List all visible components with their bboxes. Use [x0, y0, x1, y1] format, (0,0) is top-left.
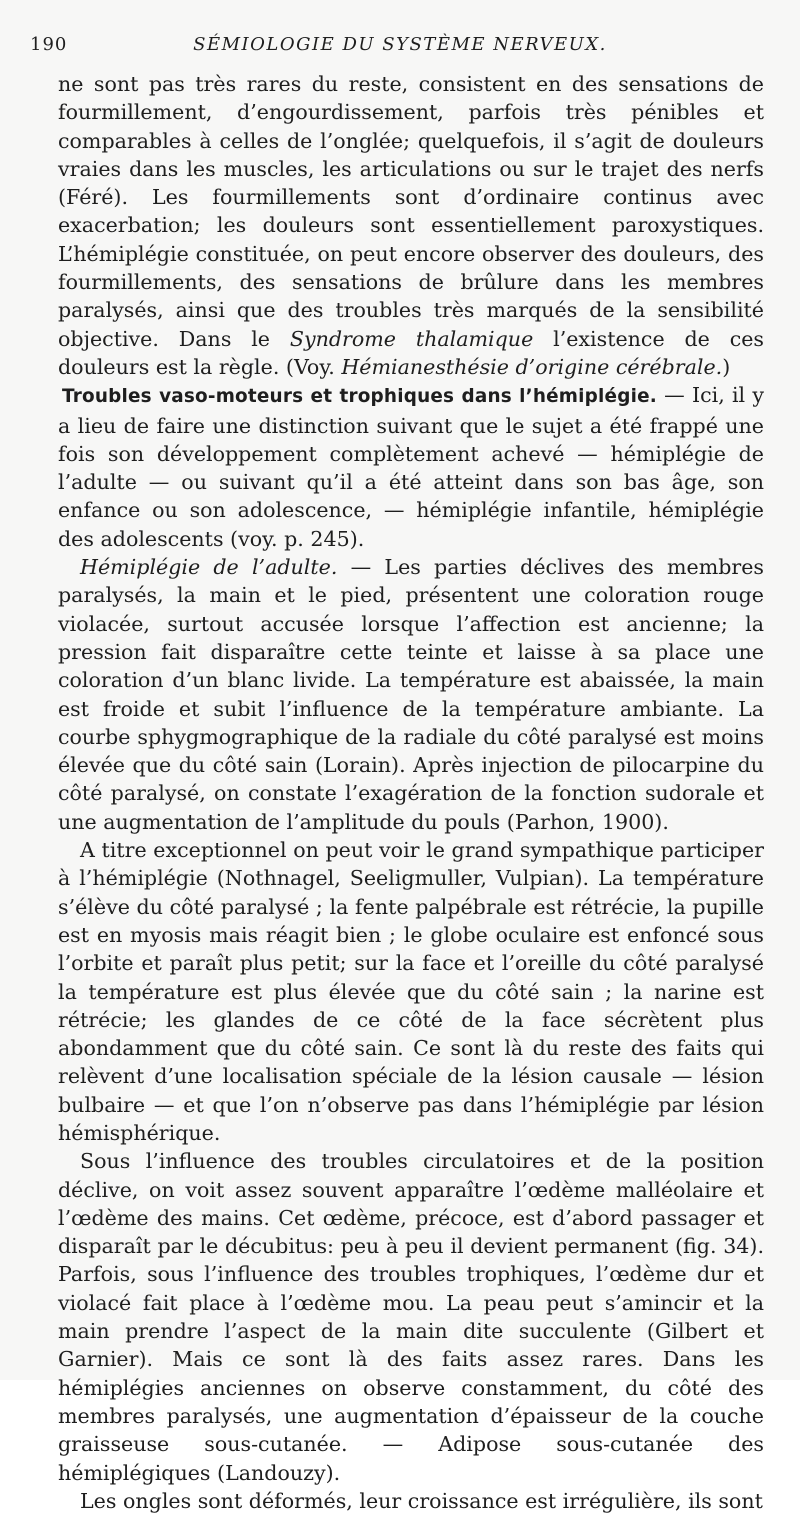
text-run: Les ongles sont déformés, leur croissance est irrégulière, ils sont: [80, 1488, 763, 1513]
paragraph-sensory-disorders: [58, 70, 764, 381]
paragraph-edema: [58, 1147, 764, 1487]
text-run: A titre exceptionnel on peut voir le grand sympathique participer à l’hémiplégie (Nothnagel, Seeligmuller, Vulpian). La température s’élève du côté paralysé ; la fente palpébrale est rétrécie, la pupille est en myosis mais réagit bien ; le globe oculaire est enfoncé sous l’orbite et paraît plus petit; sur la face et l’oreille du côté paralysé la température est plus élevée que du côté sain ; la narine est rétrécie; les glandes de ce côté de la face sécrètent plus abondamment que du côté sain. Ce sont là du reste des faits qui relèvent d’une localisation spéciale de la lésion causale — lésion bulbaire — et que l’on n’observe pas dans l’hémiplégie par lésion hémisphérique.: [58, 838, 764, 1145]
paragraph-vasomotor-trophic: [58, 381, 764, 553]
paragraph-nails: [58, 1487, 764, 1515]
text-run: l’existence de ces douleurs est la règle. (Voy.: [58, 326, 764, 379]
page-number: 190: [30, 34, 68, 55]
italic-subheading-adult: Hémiplégie de l’adulte.: [80, 555, 338, 580]
text-run: ne sont pas très rares du reste, consistent en des sensations de fourmillement, d’engourdissement, parfois très pénibles et comparables à celles de l’onglée; quelquefois, il s’agit de douleurs vraies dans les muscles, les articulations ou sur le trajet des nerfs (Féré). Les fourmillements sont d’ordinaire continus avec exacerbation; les douleurs sont essentiellement paroxystiques. L’hémiplégie constituée, on peut encore observer des douleurs, des fourmillements, des sensations de brûlure dans les membres paralysés, ainsi que des troubles très marqués de la sensibilité objective. Dans le: [58, 72, 764, 351]
text-run: — Ici, il y a lieu de faire une distinction suivant que le sujet a été frappé une fois son développement complètement achevé — hémiplégie de l’adulte — ou suivant qu’il a été atteint dans son bas âge, son enfance ou son adolescence, — hémiplégie infantile, hémiplégie des adolescents (voy. p. 245).: [58, 383, 764, 551]
italic-cross-reference: Hémianesthésie d’origine cérébrale.: [341, 354, 723, 379]
italic-term-thalamic-syndrome: Syndrome thalamique: [289, 326, 534, 351]
body-text: [58, 70, 764, 1515]
section-run-heading: Troubles vaso-moteurs et trophiques dans l’hémiplégie.: [62, 386, 657, 408]
paragraph-adult-hemiplegia: [58, 553, 764, 836]
text-run: Sous l’influence des troubles circulatoires et de la position déclive, on voit assez souvent apparaître l’œdème malléolaire et l’œdème des mains. Cet œdème, précoce, est d’abord passager et disparaît par le décubitus: peu à peu il devient permanent (fig. 34). Parfois, sous l’influence des troubles trophiques, l’œdème dur et violacé fait place à l’œdème mou. La peau peut s’amincir et la main prendre l’aspect de la main dite succulente (Gilbert et Garnier). Mais ce sont là des faits assez rares. Dans les hémiplégies anciennes on observe constamment, du côté des membres paralysés, une augmentation d’épaisseur de la couche graisseuse sous-cutanée. — Adipose sous-cutanée des hémiplégiques (Landouzy).: [58, 1149, 764, 1485]
text-run: ): [722, 354, 731, 379]
text-run: — Les parties déclives des membres paralysés, la main et le pied, présentent une coloration rouge violacée, surtout accusée lorsque l’affection est ancienne; la pression fait disparaître cette teinte et laisse à sa place une coloration d’un blanc livide. La température est abaissée, la main est froide et subit l’influence de la température ambiante. La courbe sphygmographique de la radiale du côté paralysé est moins élevée que du côté sain (Lorain). Après injection de pilocarpine du côté paralysé, on constate l’exagération de la fonction sudorale et une augmentation de l’amplitude du pouls (Parhon, 1900).: [58, 555, 764, 834]
paragraph-sympathetic: [58, 836, 764, 1147]
running-title: SÉMIOLOGIE DU SYSTÈME NERVEUX.: [193, 34, 607, 55]
running-head: [30, 34, 770, 58]
